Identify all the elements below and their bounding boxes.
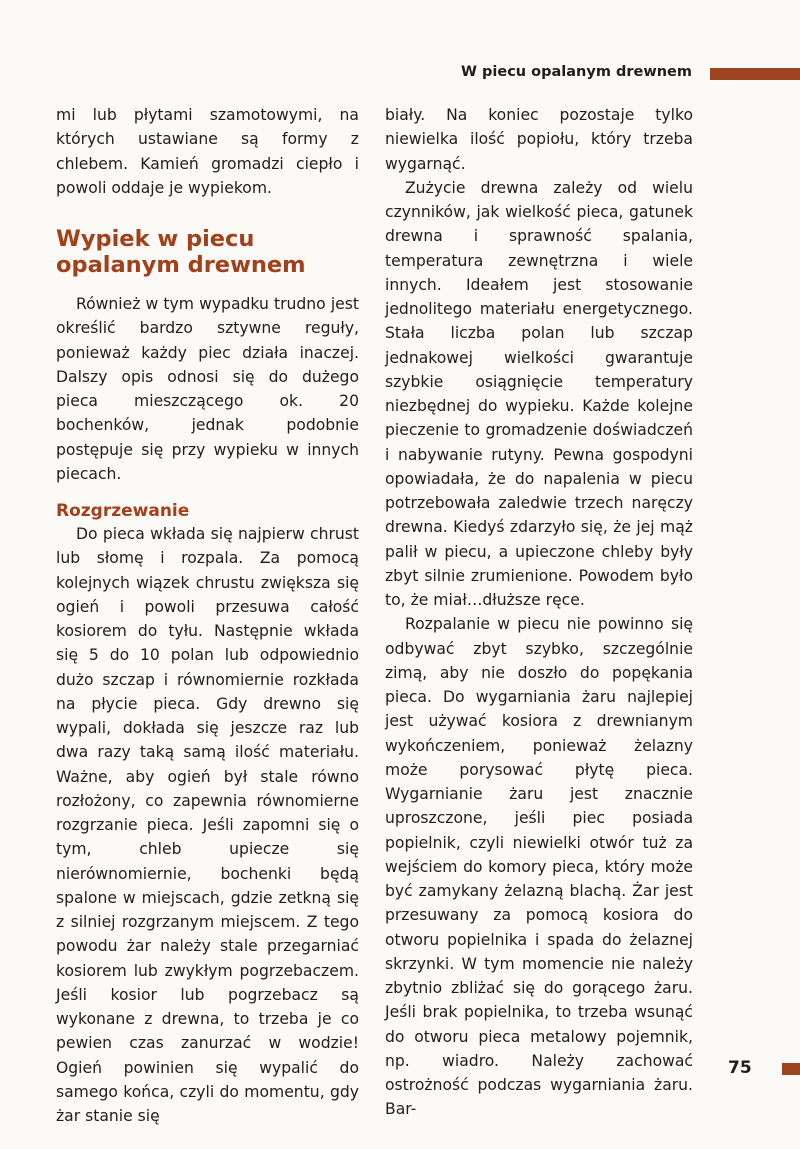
right-column — [385, 103, 693, 1122]
section-heading: Wypiek w piecu opalanym drewnem — [56, 226, 306, 278]
paragraph: Do pieca wkłada się najpierw chrust lub słomę i rozpala. Za pomocą kolejnych wiązek chrustu zwiększa się ogień i powoli przesuwa całość kosiorem do tyłu. Następnie wkłada się 5 do 10 polan lub odpowiednio dużo szczap i równomiernie rozkłada na płycie pieca. Gdy drewno się wypali, dokłada się jeszcze raz lub dwa razy taką samą ilość materiału. Ważne, aby ogień był stale równo rozłożony, co zapewnia równomierne rozgrzanie pieca. Jeśli zapomni się o tym, chleb upiecze się nierównomiernie, bochenki będą spalone w miejscach, gdzie zetkną się z silniej rozgrzanym miejscem. Z tego powodu żar należy stale przegarniać kosiorem lub zwykłym pogrzebaczem. Jeśli kosior lub pogrzebacz są wykonane z drewna, to trzeba je co pewien czas zanurzać w wodzie! Ogień powinien się wypalić do samego końca, czyli do momentu, gdy żar stanie się — [56, 525, 359, 1125]
page-number: 75 — [728, 1058, 752, 1078]
running-head: W piecu opalanym drewnem — [460, 64, 692, 80]
footer-accent-bar — [782, 1063, 800, 1075]
subsection-heading: Rozgrzewanie — [56, 501, 190, 521]
paragraph: Zużycie drewna zależy od wielu czynników, jak wielkość pieca, gatunek drewna i sprawność spalania, temperatura zewnętrzna i wiele innych. Ideałem jest stosowanie jednolitego materiału energetycznego. Stała liczba polan lub szczap jednakowej wielkości gwarantuje szybkie osiągnięcie temperatury niezbędnej do wypieku. Każde kolejne pieczenie to gromadzenie doświadczeń i nabywanie rutyny. Pewna gospodyni opowiadała, że do napalenia w piecu potrzebowała zaledwie trzech naręczy drewna. Kiedyś zdarzyło się, że jej mąż palił w piecu, a upieczone chleby były zbyt silnie zrumienione. Powodem było to, że miał…dłuższe ręce. — [385, 178, 693, 609]
paragraph: Również w tym wypadku trudno jest określić bardzo sztywne reguły, ponieważ każdy piec działa inaczej. Dalszy opis odnosi się do dużego pieca mieszczącego ok. 20 bochenków, jednak podobnie postępuje się przy wypieku w innych piecach. — [56, 295, 359, 483]
left-column — [56, 103, 359, 1128]
paragraph: Rozpalanie w piecu nie powinno się odbywać zbyt szybko, szczególnie zimą, aby nie doszło do popękania pieca. Do wygarniania żaru najlepiej jest używać kosiora z drewnianym wykończeniem, ponieważ żelazny może porysować płytę pieca. Wygarnianie żaru jest znacznie uproszczone, jeśli piec posiada popielnik, czyli niewielki otwór tuż za wejściem do komory pieca, który może być zamykany żelazną blachą. Żar jest przesuwany za pomocą kosiora do otworu popielnika i spada do żelaznej skrzynki. W tym momencie nie należy zbytnio zbliżać się do gorącego żaru. Jeśli brak popielnika, to trzeba wsunąć do otworu pieca metalowy pojemnik, np. wiadro. Należy zachować ostrożność podczas wygarniania żaru. Bar- — [385, 615, 693, 1119]
header-accent-bar — [710, 68, 800, 80]
paragraph: mi lub płytami szamotowymi, na których ustawiane są formy z chlebem. Kamień gromadzi ciepło i powoli oddaje je wypiekom. — [56, 106, 359, 197]
paragraph: biały. Na koniec pozostaje tylko niewielka ilość popiołu, który trzeba wygarnąć. — [385, 106, 693, 173]
